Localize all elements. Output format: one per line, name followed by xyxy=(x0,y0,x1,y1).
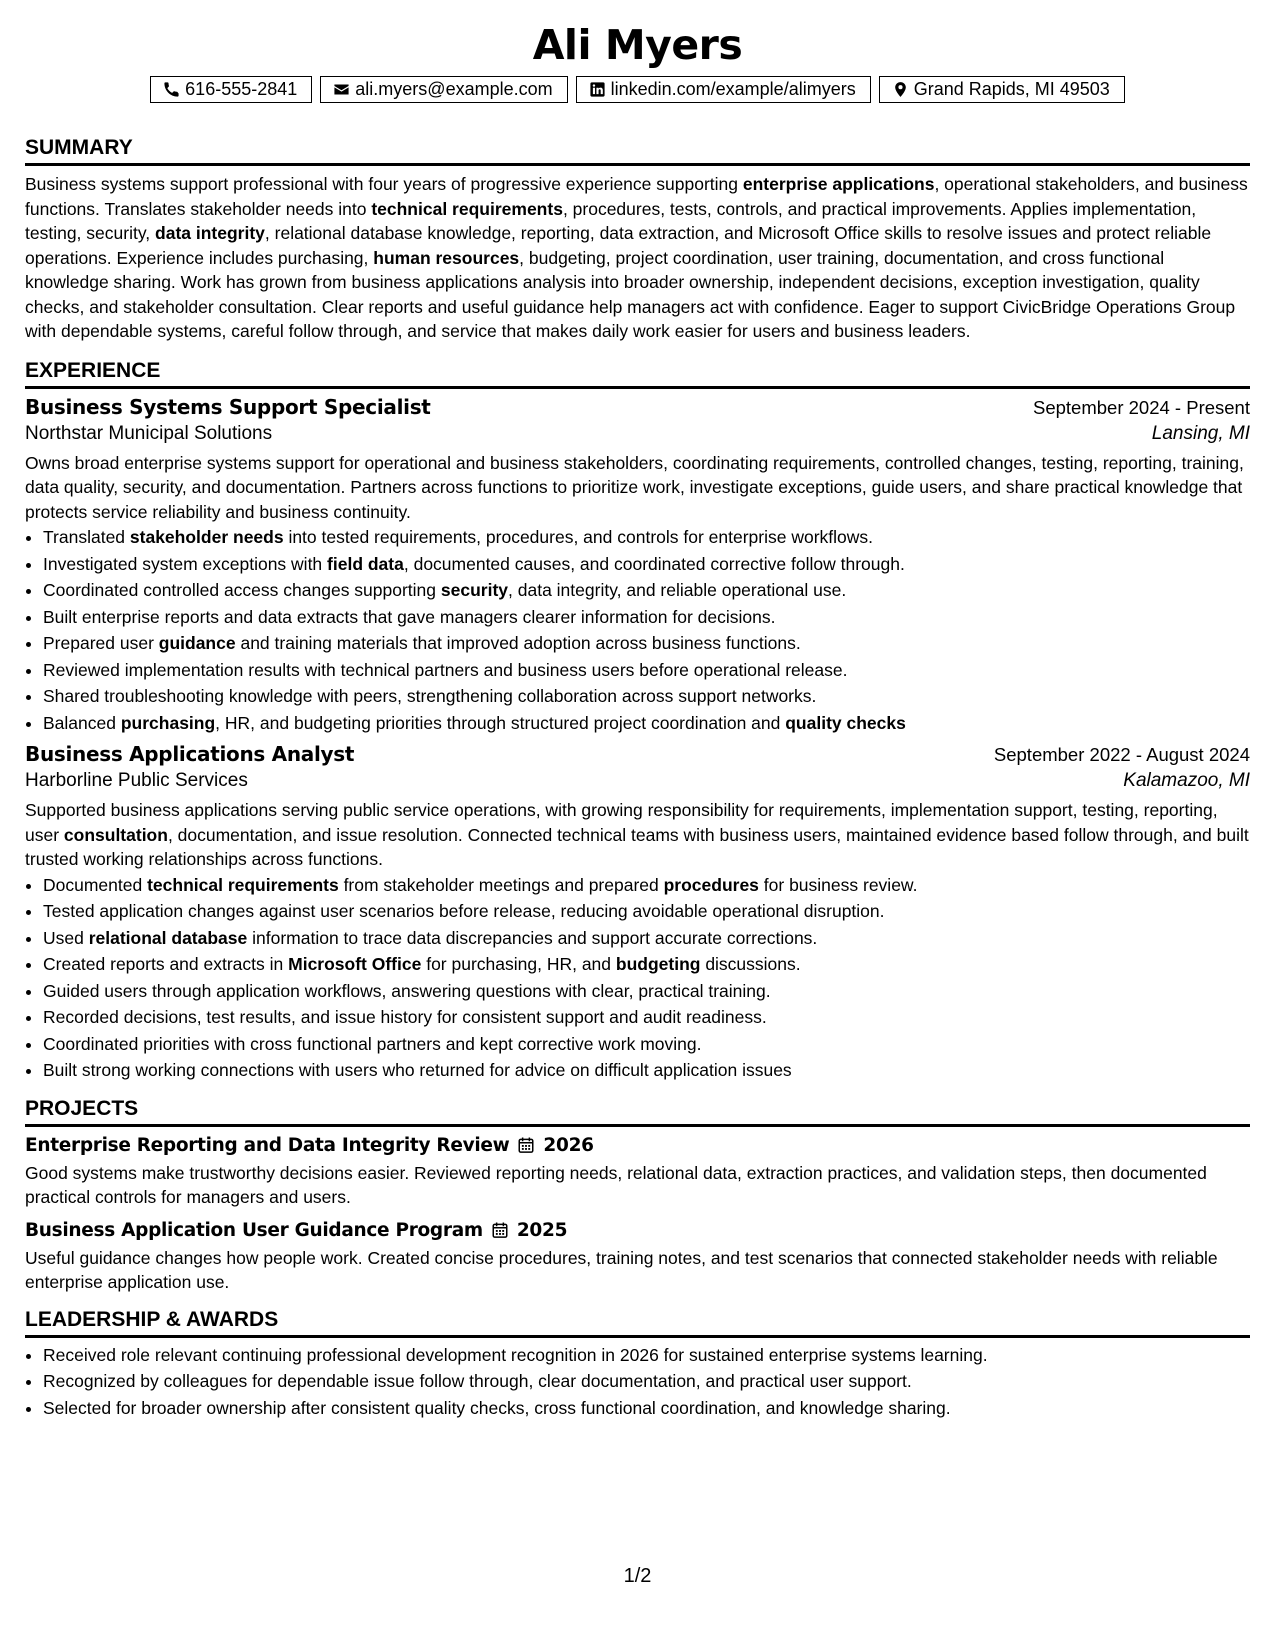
job-title: Business Systems Support Specialist xyxy=(25,394,431,419)
bold-keyword: enterprise applications xyxy=(742,174,935,194)
text-run: , data integrity, and reliable operational use. xyxy=(508,580,847,600)
job-title: Business Applications Analyst xyxy=(25,742,355,766)
text-run: , operational stakeholders, and business functions. Translates stakeholder needs into xyxy=(25,174,1248,219)
text-run: Built enterprise reports and data extracts that gave managers clearer information for decisions. xyxy=(43,606,776,627)
text-run: Created reports and extracts in xyxy=(43,954,289,974)
text-run: Business systems support professional with four years of progressive experience supporting xyxy=(25,174,743,194)
job-dates: September 2024 - Present xyxy=(1033,396,1250,418)
bold-keyword: procedures xyxy=(663,874,759,895)
bold-keyword: field data xyxy=(327,553,404,574)
project-year: 2026 xyxy=(543,1134,594,1156)
resume-page xyxy=(25,20,1250,1421)
bullet-item xyxy=(43,1031,1250,1058)
bold-keyword: technical requirements xyxy=(371,198,563,219)
leadership-heading: LEADERSHIP & AWARDS xyxy=(25,1307,1250,1338)
text-run: for purchasing, HR, and xyxy=(421,954,616,974)
bullet-item xyxy=(43,604,1250,631)
text-run: Tested application changes against user scenarios before release, reducing avoidable operational disruption. xyxy=(43,901,885,921)
text-run: Reviewed implementation results with technical partners and business users before operational release. xyxy=(43,659,848,680)
text-run: , documentation, and issue resolution. Connected technical teams with business users, maintained evidence based follow through, and built trusted working relationships across functions. xyxy=(25,824,1249,869)
text-run: Balanced xyxy=(43,712,121,733)
job-description: Owns broad enterprise systems support for operational and business stakeholders, coordinating requirements, controlled changes, testing, reporting, training, data quality, security, and documentation. Partners across functions to prioritize work, investigate exceptions, guide users, and share practical knowledge that protects service reliability and business continuity. xyxy=(25,452,1244,522)
summary-section xyxy=(25,135,1250,344)
text-run: Recorded decisions, test results, and issue history for consistent support and audit readiness. xyxy=(43,1007,767,1027)
experience-section xyxy=(25,358,1250,1084)
bold-keyword: budgeting xyxy=(615,954,701,974)
email-text: ali.myers@example.com xyxy=(355,79,553,99)
bullet-item xyxy=(43,551,1250,578)
bullet-item xyxy=(43,925,1250,952)
project-title: Enterprise Reporting and Data Integrity Review xyxy=(25,1134,510,1156)
text-run: , procedures, tests, controls, and practical improvements. Applies implementation, testing, security, xyxy=(25,198,1197,243)
phone-icon xyxy=(163,81,180,98)
job-location: Kalamazoo, MI xyxy=(1123,770,1250,791)
bold-keyword: quality checks xyxy=(785,712,906,733)
job-bullets xyxy=(25,524,1250,736)
contact-bar xyxy=(25,76,1250,103)
job-location: Lansing, MI xyxy=(1151,422,1250,444)
bullet-item: • Recognized by colleagues for dependable issue follow through, clear documentation, and practical user support. xyxy=(43,1368,1250,1395)
bullet-item xyxy=(43,524,1250,551)
projects-section xyxy=(25,1096,1250,1295)
text-run: Supported business applications serving public service operations, with growing responsibility for requirements, implementation support, testing, reporting, user xyxy=(25,800,1218,845)
text-run: Guided users through application workflows, answering questions with clear, practical training. xyxy=(43,980,771,1001)
leadership-bullets xyxy=(25,1342,1250,1422)
contact-phone[interactable] xyxy=(150,76,312,103)
job-organization: Northstar Municipal Solutions xyxy=(25,422,273,444)
text-run: Investigated system exceptions with xyxy=(43,553,328,574)
text-run: from stakeholder meetings and prepared xyxy=(338,874,664,895)
text-run: information to trace data discrepancies and support accurate corrections. xyxy=(247,927,818,948)
contact-location[interactable] xyxy=(879,76,1125,103)
job-entry xyxy=(25,742,1250,1084)
bullet-item xyxy=(43,1004,1250,1031)
project-description: Useful guidance changes how people work. Created concise procedures, training notes, and test scenarios that connected stakeholder needs with reliable enterprise application use. xyxy=(25,1247,1218,1292)
bullet-item xyxy=(43,710,1250,737)
text-run: Built strong working connections with users who returned for advice on difficult application issues xyxy=(43,1060,792,1080)
job-entry xyxy=(25,395,1250,737)
bullet-item: • Received role relevant continuing professional development recognition in 2026 for sustained enterprise systems learning. xyxy=(43,1342,1250,1369)
calendar-icon xyxy=(491,1221,509,1239)
bold-keyword: human resources xyxy=(373,247,520,268)
text-run: discussions. xyxy=(700,954,801,974)
text-run: Shared troubleshooting knowledge with peers, strengthening collaboration across support networks. xyxy=(43,686,817,706)
page-number: 1/2 xyxy=(623,1565,652,1587)
bullet-item xyxy=(43,683,1250,710)
leadership-section xyxy=(25,1307,1250,1422)
bullet-item xyxy=(43,951,1250,978)
text-run: Coordinated controlled access changes supporting xyxy=(43,580,441,600)
project-entry xyxy=(25,1135,1250,1210)
text-run: and training materials that improved adoption across business functions. xyxy=(235,633,801,653)
job-description xyxy=(25,798,1250,872)
text-run: Translated xyxy=(43,527,130,547)
bullet-item xyxy=(43,577,1250,604)
bold-keyword: guidance xyxy=(158,633,236,653)
linkedin-icon xyxy=(589,81,606,98)
job-organization: Harborline Public Services xyxy=(25,770,248,791)
contact-email[interactable] xyxy=(320,76,567,103)
text-run: for business review. xyxy=(758,874,918,895)
linkedin-text: linkedin.com/example/alimyers xyxy=(610,79,856,99)
summary-heading: SUMMARY xyxy=(25,135,1250,166)
bullet-item xyxy=(43,872,1250,899)
bullet-item xyxy=(43,1057,1250,1084)
candidate-name: Ali Myers xyxy=(532,21,743,69)
location-text: Grand Rapids, MI 49503 xyxy=(913,79,1110,99)
bullet-item xyxy=(43,630,1250,657)
text-run: Documented xyxy=(43,874,148,895)
text-run: Prepared user xyxy=(43,633,159,653)
bold-keyword: consultation xyxy=(63,824,168,845)
bold-keyword: technical requirements xyxy=(147,874,339,895)
text-run: Coordinated priorities with cross functional partners and kept corrective work moving. xyxy=(43,1033,702,1054)
text-run: into tested requirements, procedures, and controls for enterprise workflows. xyxy=(283,527,874,547)
text-run: Used xyxy=(43,927,89,948)
bullet-item xyxy=(43,978,1250,1005)
job-dates: September 2022 - August 2024 xyxy=(993,744,1250,765)
project-entry xyxy=(25,1220,1250,1295)
bold-keyword: relational database xyxy=(88,927,248,948)
bold-keyword: purchasing xyxy=(120,712,216,733)
bullet-item: • Selected for broader ownership after consistent quality checks, cross functional coordination, and knowledge sharing. xyxy=(43,1395,1250,1422)
experience-heading: EXPERIENCE xyxy=(25,358,1250,389)
text-run: , relational database knowledge, reporting, data extraction, and Microsoft Office skills to resolve issues and protect reliable operations. Experience includes purchasing, xyxy=(25,223,1212,268)
bold-keyword: data integrity xyxy=(155,223,265,243)
bold-keyword: stakeholder needs xyxy=(129,527,284,547)
text-run: , budgeting, project coordination, user training, documentation, and cross functional knowledge sharing. Work has grown from business applications analysis into broader ownership, independent decisions, exception investigation, quality checks, and stakeholder consultation. Clear reports and useful guidance help managers act with confidence. Eager to support CivicBridge Operations Group with dependable systems, careful follow through, and service that makes daily work easier for users and business leaders. xyxy=(25,247,1236,341)
text-run: , HR, and budgeting priorities through structured project coordination and xyxy=(215,712,786,733)
project-description: Good systems make trustworthy decisions easier. Reviewed reporting needs, relational data, extraction practices, and validation steps, then documented practical controls for managers and users. xyxy=(25,1162,1207,1207)
bullet-item xyxy=(43,898,1250,925)
summary-text xyxy=(25,172,1250,344)
calendar-icon xyxy=(517,1136,535,1154)
job-bullets xyxy=(25,872,1250,1084)
project-title: Business Application User Guidance Program xyxy=(25,1219,483,1241)
envelope-icon xyxy=(333,81,350,98)
contact-linkedin[interactable] xyxy=(576,76,871,103)
phone-text: 616-555-2841 xyxy=(185,79,298,99)
text-run: , documented causes, and coordinated corrective follow through. xyxy=(403,553,905,574)
map-pin-icon xyxy=(892,81,909,98)
project-year: 2025 xyxy=(516,1219,568,1241)
projects-heading: PROJECTS xyxy=(25,1096,1250,1127)
bullet-item xyxy=(43,657,1250,684)
bold-keyword: security xyxy=(440,580,509,600)
bold-keyword: Microsoft Office xyxy=(288,954,422,974)
